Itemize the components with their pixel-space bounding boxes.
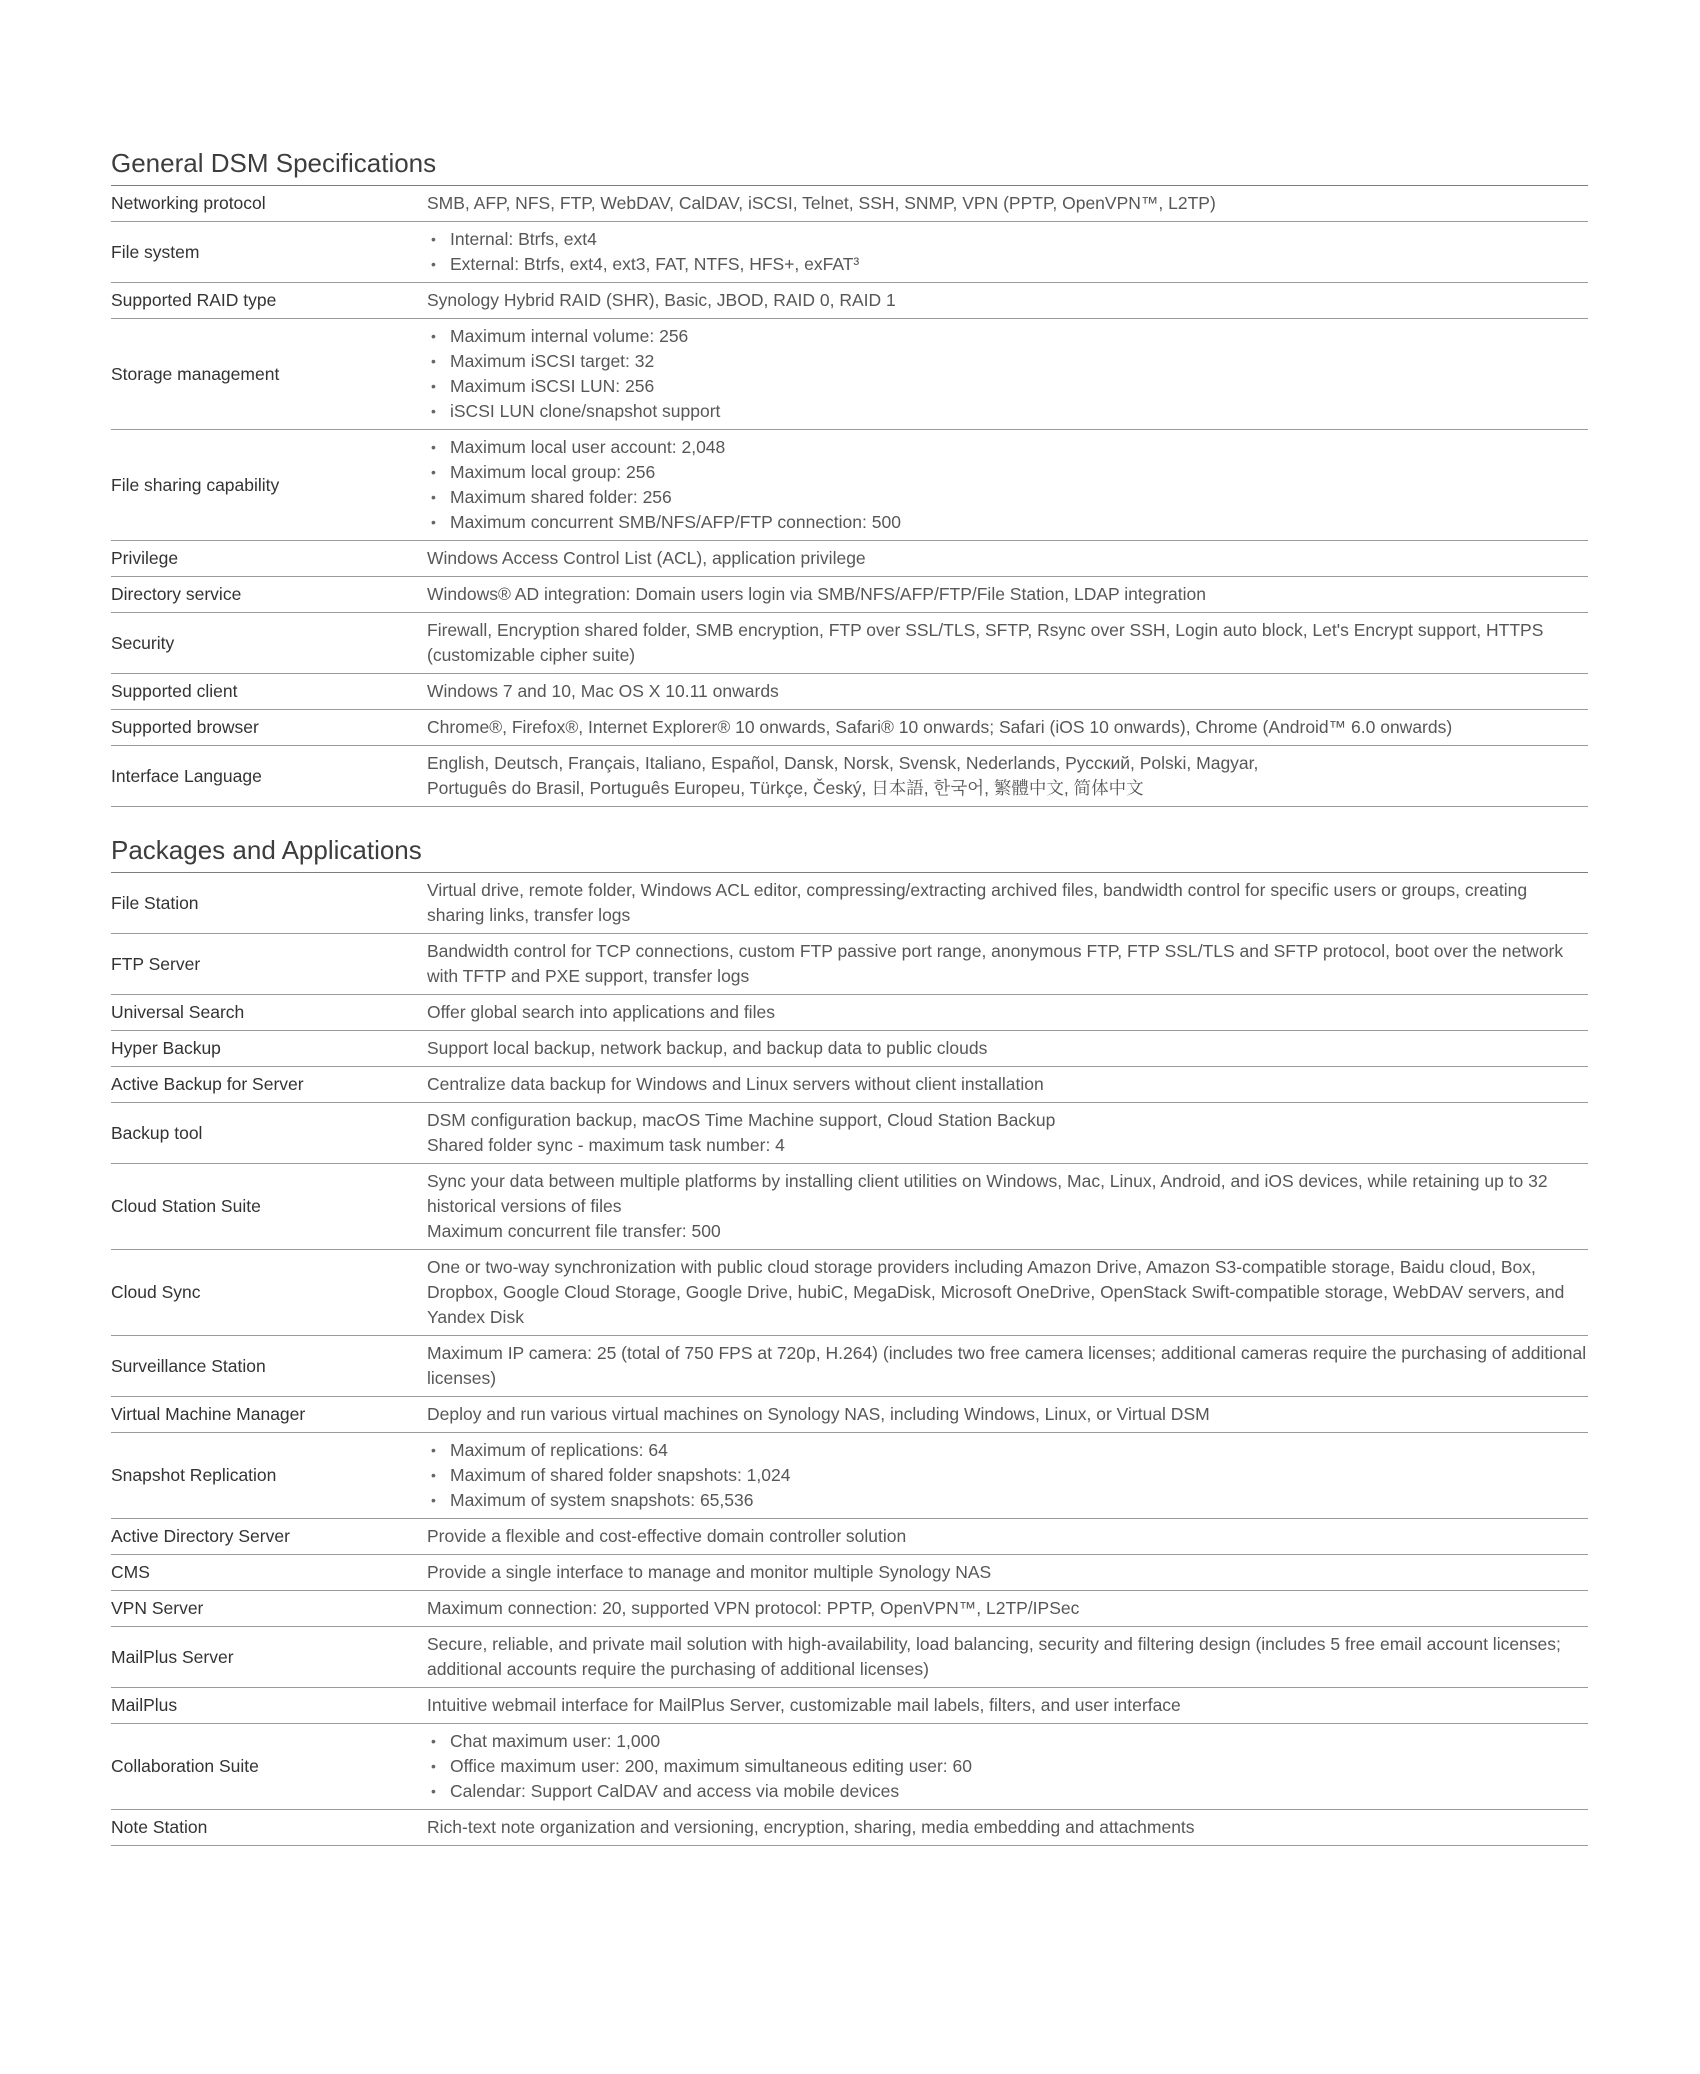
spec-label: Supported RAID type: [111, 283, 427, 319]
spec-value: [427, 1555, 1588, 1591]
spec-value-line: Sync your data between multiple platforms by installing client utilities on Windows, Mac, Linux, Android, and iOS devices, while retaining up to 32 historical versions of files: [427, 1171, 1548, 1216]
spec-value-line: Synology Hybrid RAID (SHR), Basic, JBOD, RAID 0, RAID 1: [427, 290, 896, 310]
spec-label: Directory service: [111, 577, 427, 613]
section-title-packages: Packages and Applications: [111, 835, 1588, 873]
spec-value-line: One or two-way synchronization with public cloud storage providers including Amazon Drive, Amazon S3-compatible storage, Baidu cloud, Box, Dropbox, Google Cloud Storage, Google Drive, hubiC, MegaDisk, Microsoft OneDrive, OpenStack Swift-compatible storage, WebDAV servers, and Yandex Disk: [427, 1257, 1565, 1327]
spec-row: [111, 934, 1588, 995]
spec-value-line: Centralize data backup for Windows and Linux servers without client installation: [427, 1074, 1044, 1094]
spec-value-line: Maximum concurrent file transfer: 500: [427, 1221, 721, 1241]
spec-value-line: Provide a single interface to manage and monitor multiple Synology NAS: [427, 1562, 992, 1582]
spec-label: Interface Language: [111, 746, 427, 807]
spec-label: File system: [111, 222, 427, 283]
spec-row: [111, 1810, 1588, 1846]
spec-value: [427, 430, 1588, 541]
spec-row: [111, 710, 1588, 746]
spec-row: [111, 430, 1588, 541]
spec-row: [111, 1724, 1588, 1810]
spec-sheet-page: [0, 148, 1700, 1846]
spec-row: [111, 1433, 1588, 1519]
spec-bullet-item: • Maximum iSCSI target: 32: [427, 349, 1588, 374]
section-title-general-dsm: General DSM Specifications: [111, 148, 1588, 186]
spec-bullet-item: • Maximum shared folder: 256: [427, 485, 1588, 510]
spec-row: [111, 1250, 1588, 1336]
spec-value: [427, 746, 1588, 807]
spec-value-line: Windows Access Control List (ACL), application privilege: [427, 548, 866, 568]
spec-label: Active Directory Server: [111, 1519, 427, 1555]
spec-value: [427, 1397, 1588, 1433]
spec-row: [111, 1067, 1588, 1103]
spec-bullet-list: [427, 435, 1588, 535]
spec-label: MailPlus Server: [111, 1627, 427, 1688]
spec-value: [427, 710, 1588, 746]
spec-row: [111, 222, 1588, 283]
spec-label: VPN Server: [111, 1591, 427, 1627]
spec-value: [427, 577, 1588, 613]
spec-row: [111, 746, 1588, 807]
spec-bullet-list: [427, 1438, 1588, 1513]
spec-value-line: Rich-text note organization and versioning, encryption, sharing, media embedding and attachments: [427, 1817, 1195, 1837]
spec-bullet-item: • Maximum internal volume: 256: [427, 324, 1588, 349]
spec-value: [427, 995, 1588, 1031]
spec-value: [427, 1519, 1588, 1555]
spec-value: [427, 1336, 1588, 1397]
spec-value-line: Português do Brasil, Português Europeu, Türkçe, Český, 日本語, 한국어, 繁體中文, 简体中文: [427, 778, 1144, 798]
spec-bullet-item: • Maximum of replications: 64: [427, 1438, 1588, 1463]
spec-value-line: Shared folder sync - maximum task number: 4: [427, 1135, 785, 1155]
packages-spec-table: [111, 873, 1588, 1846]
spec-label: CMS: [111, 1555, 427, 1591]
spec-label: Collaboration Suite: [111, 1724, 427, 1810]
spec-bullet-item: • Chat maximum user: 1,000: [427, 1729, 1588, 1754]
spec-label: Storage management: [111, 319, 427, 430]
spec-value-line: Virtual drive, remote folder, Windows ACL editor, compressing/extracting archived files, bandwidth control for specific users or groups, creating sharing links, transfer logs: [427, 880, 1528, 925]
spec-label: Privilege: [111, 541, 427, 577]
spec-value: [427, 1164, 1588, 1250]
spec-value: [427, 319, 1588, 430]
spec-value: [427, 1250, 1588, 1336]
spec-label: File sharing capability: [111, 430, 427, 541]
spec-bullet-item: • Maximum local group: 256: [427, 460, 1588, 485]
spec-value-line: Windows® AD integration: Domain users login via SMB/NFS/AFP/FTP/File Station, LDAP integration: [427, 584, 1206, 604]
spec-label: Security: [111, 613, 427, 674]
spec-value: [427, 1810, 1588, 1846]
spec-value: [427, 873, 1588, 934]
spec-value: [427, 541, 1588, 577]
spec-value: [427, 613, 1588, 674]
spec-row: [111, 283, 1588, 319]
spec-value: [427, 1031, 1588, 1067]
spec-label: Universal Search: [111, 995, 427, 1031]
spec-value-line: Maximum connection: 20, supported VPN protocol: PPTP, OpenVPN™, L2TP/IPSec: [427, 1598, 1080, 1618]
spec-label: Virtual Machine Manager: [111, 1397, 427, 1433]
spec-value-line: Bandwidth control for TCP connections, custom FTP passive port range, anonymous FTP, FTP SSL/TLS and SFTP protocol, boot over the network with TFTP and PXE support, transfer logs: [427, 941, 1564, 986]
spec-value: [427, 1433, 1588, 1519]
spec-bullet-item: • Internal: Btrfs, ext4: [427, 227, 1588, 252]
spec-value: [427, 222, 1588, 283]
spec-label: Active Backup for Server: [111, 1067, 427, 1103]
spec-row: [111, 1688, 1588, 1724]
spec-bullet-item: • Office maximum user: 200, maximum simultaneous editing user: 60: [427, 1754, 1588, 1779]
spec-row: [111, 873, 1588, 934]
spec-row: [111, 1031, 1588, 1067]
spec-value: [427, 1724, 1588, 1810]
spec-bullet-list: [427, 1729, 1588, 1804]
spec-row: [111, 995, 1588, 1031]
spec-label: Snapshot Replication: [111, 1433, 427, 1519]
spec-bullet-item: • Maximum local user account: 2,048: [427, 435, 1588, 460]
spec-bullet-item: • Maximum concurrent SMB/NFS/AFP/FTP connection: 500: [427, 510, 1588, 535]
spec-bullet-item: • iSCSI LUN clone/snapshot support: [427, 399, 1588, 424]
spec-row: [111, 186, 1588, 222]
spec-bullet-list: [427, 227, 1588, 277]
spec-row: [111, 1336, 1588, 1397]
spec-value: [427, 1688, 1588, 1724]
spec-row: [111, 1519, 1588, 1555]
spec-label: Cloud Sync: [111, 1250, 427, 1336]
spec-value-line: Secure, reliable, and private mail solution with high-availability, load balancing, security and filtering design (includes 5 free email account licenses; additional accounts require the purchasing of additional licenses): [427, 1634, 1561, 1679]
spec-value-line: SMB, AFP, NFS, FTP, WebDAV, CalDAV, iSCSI, Telnet, SSH, SNMP, VPN (PPTP, OpenVPN™, L2TP): [427, 193, 1216, 213]
spec-value: [427, 186, 1588, 222]
spec-value: [427, 1627, 1588, 1688]
spec-bullet-item: • Maximum of shared folder snapshots: 1,024: [427, 1463, 1588, 1488]
spec-row: [111, 613, 1588, 674]
spec-row: [111, 541, 1588, 577]
spec-value-line: Chrome®, Firefox®, Internet Explorer® 10 onwards, Safari® 10 onwards; Safari (iOS 10 onwards), Chrome (Android™ 6.0 onwards): [427, 717, 1453, 737]
spec-row: [111, 577, 1588, 613]
spec-value-line: DSM configuration backup, macOS Time Machine support, Cloud Station Backup: [427, 1110, 1056, 1130]
spec-label: FTP Server: [111, 934, 427, 995]
spec-label: Cloud Station Suite: [111, 1164, 427, 1250]
spec-bullet-item: • External: Btrfs, ext4, ext3, FAT, NTFS, HFS+, exFAT³: [427, 252, 1588, 277]
spec-value-line: Support local backup, network backup, and backup data to public clouds: [427, 1038, 988, 1058]
spec-row: [111, 1627, 1588, 1688]
spec-value-line: English, Deutsch, Français, Italiano, Español, Dansk, Norsk, Svensk, Nederlands, Русский, Polski, Magyar,: [427, 753, 1259, 773]
spec-label: File Station: [111, 873, 427, 934]
spec-value-line: Offer global search into applications and files: [427, 1002, 775, 1022]
spec-value: [427, 1103, 1588, 1164]
spec-bullet-item: • Calendar: Support CalDAV and access via mobile devices: [427, 1779, 1588, 1804]
spec-label: Surveillance Station: [111, 1336, 427, 1397]
spec-value: [427, 934, 1588, 995]
spec-value: [427, 283, 1588, 319]
spec-row: [111, 319, 1588, 430]
spec-row: [111, 1555, 1588, 1591]
spec-value-line: Provide a flexible and cost-effective domain controller solution: [427, 1526, 907, 1546]
spec-row: [111, 1103, 1588, 1164]
spec-value-line: Maximum IP camera: 25 (total of 750 FPS at 720p, H.264) (includes two free camera licenses; additional cameras require the purchasing of additional licenses): [427, 1343, 1587, 1388]
spec-value-line: Windows 7 and 10, Mac OS X 10.11 onwards: [427, 681, 779, 701]
spec-value: [427, 1591, 1588, 1627]
spec-label: Hyper Backup: [111, 1031, 427, 1067]
spec-value-line: Deploy and run various virtual machines on Synology NAS, including Windows, Linux, or Virtual DSM: [427, 1404, 1210, 1424]
spec-bullet-item: • Maximum of system snapshots: 65,536: [427, 1488, 1588, 1513]
spec-label: MailPlus: [111, 1688, 427, 1724]
spec-value-line: Firewall, Encryption shared folder, SMB encryption, FTP over SSL/TLS, SFTP, Rsync over SSH, Login auto block, Let's Encrypt support, HTTPS (customizable cipher suite): [427, 620, 1544, 665]
spec-label: Supported client: [111, 674, 427, 710]
spec-value: [427, 1067, 1588, 1103]
spec-row: [111, 1397, 1588, 1433]
general-dsm-spec-table: [111, 186, 1588, 807]
spec-label: Backup tool: [111, 1103, 427, 1164]
spec-row: [111, 1164, 1588, 1250]
spec-value: [427, 674, 1588, 710]
spec-value-line: Intuitive webmail interface for MailPlus Server, customizable mail labels, filters, and user interface: [427, 1695, 1181, 1715]
spec-label: Supported browser: [111, 710, 427, 746]
spec-row: [111, 1591, 1588, 1627]
spec-bullet-item: • Maximum iSCSI LUN: 256: [427, 374, 1588, 399]
spec-row: [111, 674, 1588, 710]
spec-bullet-list: [427, 324, 1588, 424]
spec-label: Note Station: [111, 1810, 427, 1846]
spec-label: Networking protocol: [111, 186, 427, 222]
